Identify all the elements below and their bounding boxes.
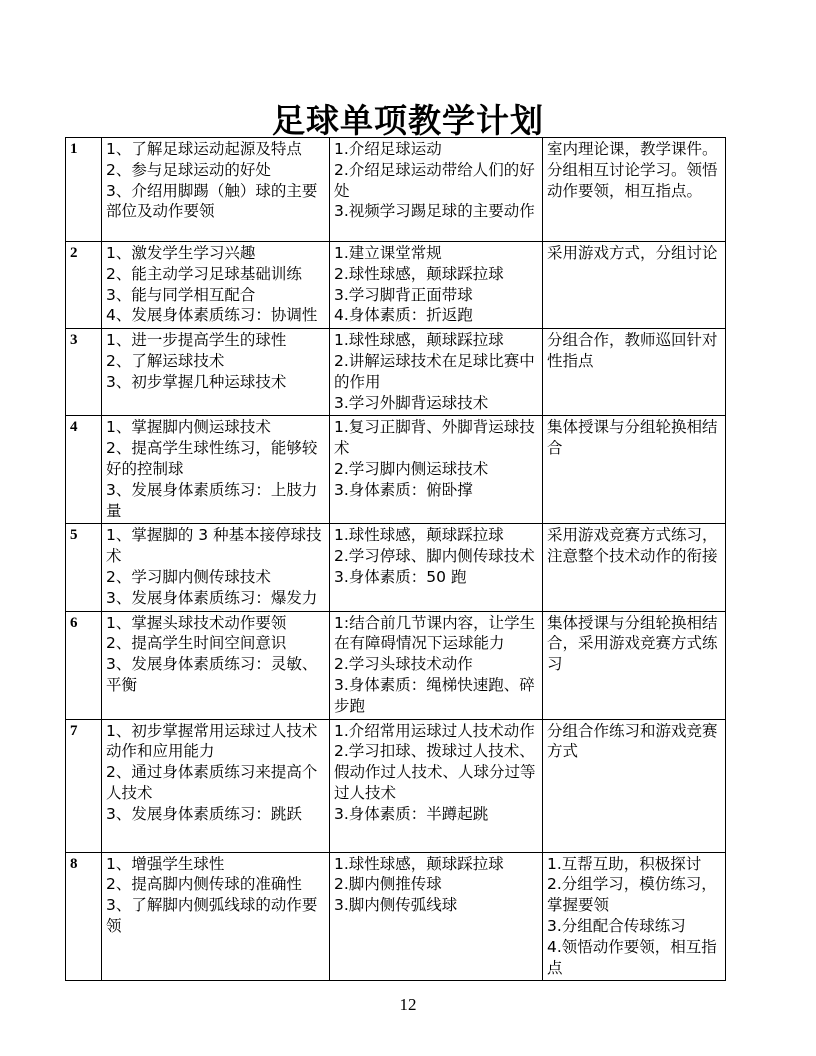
lesson-goals-line: 3、能与同学相互配合: [106, 285, 256, 304]
lesson-number: 3: [66, 329, 102, 416]
lesson-goals-line: 2、提高学生球性练习，能够较好的控制球: [106, 439, 318, 478]
lesson-number: 7: [66, 719, 102, 852]
page-title: 足球单项教学计划: [272, 101, 544, 140]
lesson-content-cell: [330, 852, 543, 981]
lesson-content-line: 3.身体素质：绳梯快速跑、碎步跑: [334, 675, 535, 715]
lesson-content-line: 3.视频学习踢足球的主要动作: [334, 202, 535, 221]
lesson-content-line: 4.身体素质：折返跑: [334, 306, 473, 325]
lesson-method-line: 2.分组学习，模仿练习，掌握要领: [547, 875, 717, 915]
lesson-content-line: 2.学习脚内侧运球技术: [334, 459, 489, 478]
lesson-goals-cell: [102, 524, 330, 611]
lesson-content-cell: [330, 242, 543, 329]
lesson-content-line: 2.介绍足球运动带给人们的好处: [334, 160, 535, 200]
lesson-goals-line: 3、初步掌握几种运球技术: [106, 372, 287, 391]
lesson-goals-line: 2、参与足球运动的好处: [106, 160, 271, 179]
lesson-content-line: 2.学习扣球、拨球过人技术、假动作过人技术、人球分过等过人技术: [334, 742, 536, 802]
lesson-method-cell: [543, 416, 726, 524]
lesson-content-line: 2.学习停球、脚内侧传球技术: [334, 547, 535, 566]
table-row: [66, 242, 726, 329]
lesson-content-line: 2.脚内侧推传球: [334, 875, 442, 894]
lesson-method-line: 集体授课与分组轮换相结合: [547, 418, 718, 458]
lesson-content-line: 1.球性球感，颠球踩拉球: [334, 854, 504, 873]
lesson-goals-line: 3、介绍用脚踢（触）球的主要部位及动作要领: [106, 181, 318, 221]
lesson-goals-line: 1、掌握脚的 3 种基本接停球技术: [106, 526, 322, 566]
lesson-content-line: 1.介绍常用运球过人技术动作: [334, 721, 535, 740]
lesson-content-cell: [330, 138, 543, 242]
lesson-content-line: 1.建立课堂常规: [334, 244, 442, 262]
lesson-goals-line: 1、进一步提高学生的球性: [106, 331, 287, 350]
lesson-method-line: 4.领悟动作要领，相互指点: [547, 937, 717, 977]
lesson-content-cell: [330, 524, 543, 611]
lesson-method-line: 采用游戏方式，分组讨论: [547, 244, 718, 262]
lesson-content-line: 3.学习脚背正面带球: [334, 285, 473, 304]
table-row: [66, 138, 726, 242]
lesson-content-line: 3.身体素质：半蹲起跳: [334, 804, 489, 823]
lesson-number: 5: [66, 524, 102, 611]
lesson-goals-line: 2、提高学生时间空间意识: [106, 634, 287, 653]
lesson-content-cell: [330, 329, 543, 416]
lesson-content-line: 3.脚内侧传弧线球: [334, 896, 458, 915]
lesson-content-line: 1:结合前几节课内容，让学生在有障碍情况下运球能力: [334, 613, 536, 653]
lesson-method-line: 分组合作练习和游戏竞赛方式: [547, 721, 718, 761]
lesson-goals-line: 2、学习脚内侧传球技术: [106, 567, 271, 586]
lesson-goals-line: 1、了解足球运动起源及特点: [106, 140, 302, 158]
lesson-content-cell: [330, 416, 543, 524]
lesson-number: 1: [66, 138, 102, 242]
lesson-goals-line: 2、通过身体素质练习来提高个人技术: [106, 763, 318, 802]
lesson-number: 4: [66, 416, 102, 524]
lesson-method-line: 1.互帮互助，积极探讨: [547, 854, 702, 873]
lesson-method-line: 3.分组配合传球练习: [547, 916, 686, 935]
lesson-content-line: 1.复习正脚背、外脚背运球技术: [334, 418, 535, 458]
lesson-number: 8: [66, 852, 102, 981]
lesson-method-line: 室内理论课，教学课件。分组相互讨论学习。领悟动作要领，相互指点。: [547, 140, 718, 200]
lesson-method-cell: [543, 852, 726, 981]
lesson-goals-line: 3、发展身体素质练习：上肢力量: [106, 480, 318, 520]
lesson-content-line: 1.球性球感，颠球踩拉球: [334, 331, 504, 350]
table-row: [66, 329, 726, 416]
lesson-goals-line: 1、激发学生学习兴趣: [106, 244, 256, 262]
lesson-content-line: 1.球性球感，颠球踩拉球: [334, 526, 504, 545]
table-row: [66, 719, 726, 852]
lesson-goals-cell: [102, 242, 330, 329]
lesson-content-cell: [330, 611, 543, 719]
table-row: [66, 852, 726, 981]
lesson-content-line: 3.身体素质：50 跑: [334, 567, 467, 586]
lesson-goals-line: 1、初步掌握常用运球过人技术动作和应用能力: [106, 721, 318, 761]
lesson-number: 2: [66, 242, 102, 329]
lesson-content-line: 2.学习头球技术动作: [334, 655, 473, 674]
table-row: [66, 611, 726, 719]
teaching-plan-table: [65, 137, 726, 981]
lesson-method-cell: [543, 524, 726, 611]
lesson-method-line: 集体授课与分组轮换相结合，采用游戏竞赛方式练习: [547, 613, 718, 674]
lesson-goals-cell: [102, 852, 330, 981]
lesson-content-cell: [330, 719, 543, 852]
lesson-method-cell: [543, 138, 726, 242]
table-body: [66, 138, 726, 981]
lesson-content-line: 3.身体素质：俯卧撑: [334, 480, 473, 499]
page-number: 12: [399, 995, 417, 1014]
lesson-goals-line: 3、发展身体素质练习：灵敏、平衡: [106, 655, 318, 694]
lesson-goals-line: 1、掌握头球技术动作要领: [106, 613, 287, 632]
table-row: [66, 416, 726, 524]
lesson-method-cell: [543, 242, 726, 329]
lesson-method-cell: [543, 719, 726, 852]
lesson-goals-cell: [102, 611, 330, 719]
lesson-goals-line: 3、发展身体素质练习：爆发力: [106, 588, 318, 607]
lesson-method-cell: [543, 329, 726, 416]
lesson-method-line: 分组合作，教师巡回针对性指点: [547, 331, 718, 370]
lesson-goals-line: 2、提高脚内侧传球的准确性: [106, 875, 302, 894]
lesson-goals-cell: [102, 416, 330, 524]
lesson-content-line: 2.讲解运球技术在足球比赛中的作用: [334, 351, 535, 391]
lesson-content-line: 1.介绍足球运动: [334, 140, 442, 158]
lesson-goals-line: 2、了解运球技术: [106, 351, 225, 370]
lesson-goals-cell: [102, 138, 330, 242]
lesson-goals-line: 3、发展身体素质练习：跳跃: [106, 804, 302, 823]
lesson-goals-line: 3、了解脚内侧弧线球的动作要领: [106, 896, 318, 935]
lesson-method-line: 采用游戏竞赛方式练习，注意整个技术动作的衔接: [547, 526, 718, 566]
lesson-content-line: 3.学习外脚背运球技术: [334, 393, 489, 412]
lesson-goals-line: 4、发展身体素质练习：协调性: [106, 306, 318, 325]
lesson-method-cell: [543, 611, 726, 719]
table-row: [66, 524, 726, 611]
lesson-number: 6: [66, 611, 102, 719]
lesson-goals-cell: [102, 719, 330, 852]
lesson-goals-line: 2、能主动学习足球基础训练: [106, 264, 302, 283]
lesson-goals-line: 1、增强学生球性: [106, 854, 225, 873]
lesson-goals-cell: [102, 329, 330, 416]
lesson-goals-line: 1、掌握脚内侧运球技术: [106, 418, 271, 437]
lesson-content-line: 2.球性球感，颠球踩拉球: [334, 264, 504, 283]
